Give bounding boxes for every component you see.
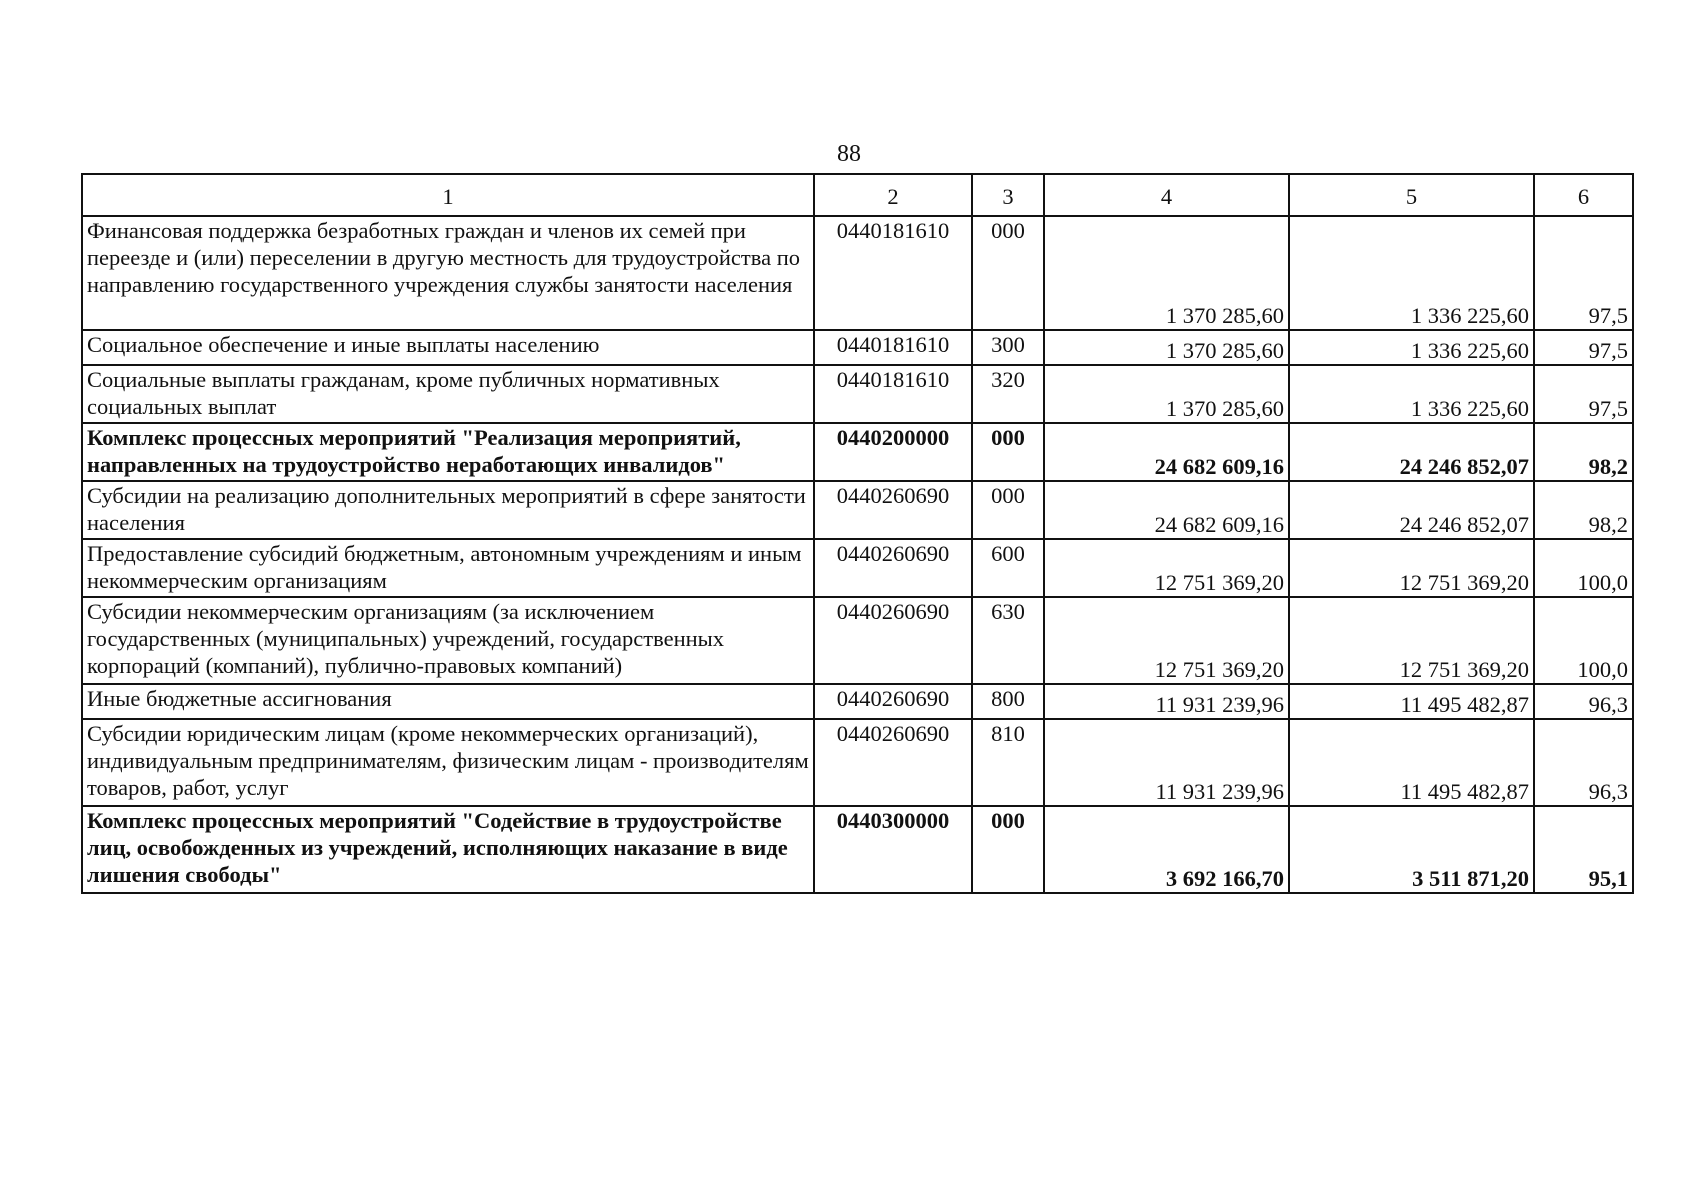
column-header: 5 [1289, 174, 1534, 216]
row-name: Субсидии на реализацию дополнительных мероприятий в сфере занятости населения [82, 481, 814, 539]
column-header: 2 [814, 174, 972, 216]
column-header: 4 [1044, 174, 1289, 216]
row-fact: 12 751 369,20 [1289, 539, 1534, 597]
row-plan: 12 751 369,20 [1044, 539, 1289, 597]
row-fact: 1 336 225,60 [1289, 216, 1534, 330]
row-kind: 630 [972, 597, 1044, 684]
row-kind: 810 [972, 719, 1044, 806]
table-body [82, 174, 1633, 893]
row-code: 0440181610 [814, 216, 972, 330]
table-row [82, 481, 1633, 539]
row-name: Финансовая поддержка безработных граждан и членов их семей при переезде и (или) переселении в другую местность для трудоустройства по направлению государственного учреждения службы занятости населения [82, 216, 814, 330]
row-name: Субсидии некоммерческим организациям (за исключением государственных (муниципальных) учреждений, государственных корпораций (компаний), публично-правовых компаний) [82, 597, 814, 684]
row-fact: 3 511 871,20 [1289, 806, 1534, 893]
row-fact: 1 336 225,60 [1289, 365, 1534, 423]
row-code: 0440260690 [814, 684, 972, 719]
row-percent: 100,0 [1534, 539, 1633, 597]
row-code: 0440300000 [814, 806, 972, 893]
row-percent: 97,5 [1534, 365, 1633, 423]
row-name: Комплекс процессных мероприятий "Содействие в трудоустройстве лиц, освобожденных из учреждений, исполняющих наказание в виде лишения свободы" [82, 806, 814, 893]
table-row-bold [82, 423, 1633, 481]
table-row [82, 539, 1633, 597]
row-code: 0440260690 [814, 719, 972, 806]
row-code: 0440260690 [814, 539, 972, 597]
table-row [82, 597, 1633, 684]
table-row [82, 684, 1633, 719]
column-header: 1 [82, 174, 814, 216]
row-plan: 11 931 239,96 [1044, 719, 1289, 806]
row-percent: 96,3 [1534, 719, 1633, 806]
row-code: 0440200000 [814, 423, 972, 481]
row-plan: 1 370 285,60 [1044, 216, 1289, 330]
row-kind: 800 [972, 684, 1044, 719]
column-header: 6 [1534, 174, 1633, 216]
table-row [82, 330, 1633, 365]
row-fact: 11 495 482,87 [1289, 719, 1534, 806]
row-code: 0440260690 [814, 481, 972, 539]
row-plan: 24 682 609,16 [1044, 481, 1289, 539]
row-code: 0440181610 [814, 330, 972, 365]
row-percent: 97,5 [1534, 330, 1633, 365]
row-percent: 95,1 [1534, 806, 1633, 893]
row-kind: 320 [972, 365, 1044, 423]
row-percent: 96,3 [1534, 684, 1633, 719]
row-code: 0440260690 [814, 597, 972, 684]
budget-table [81, 173, 1634, 894]
row-name: Социальное обеспечение и иные выплаты населению [82, 330, 814, 365]
row-plan: 11 931 239,96 [1044, 684, 1289, 719]
row-percent: 100,0 [1534, 597, 1633, 684]
row-kind: 000 [972, 216, 1044, 330]
table-row [82, 719, 1633, 806]
row-plan: 24 682 609,16 [1044, 423, 1289, 481]
table-header-row [82, 174, 1633, 216]
row-kind: 000 [972, 806, 1044, 893]
row-percent: 98,2 [1534, 423, 1633, 481]
row-kind: 000 [972, 481, 1044, 539]
column-header: 3 [972, 174, 1044, 216]
row-plan: 3 692 166,70 [1044, 806, 1289, 893]
row-kind: 300 [972, 330, 1044, 365]
row-percent: 97,5 [1534, 216, 1633, 330]
row-name: Предоставление субсидий бюджетным, автономным учреждениям и иным некоммерческим организациям [82, 539, 814, 597]
row-code: 0440181610 [814, 365, 972, 423]
page-number: 88 [837, 141, 861, 167]
table-row [82, 216, 1633, 330]
row-percent: 98,2 [1534, 481, 1633, 539]
table-row [82, 365, 1633, 423]
row-fact: 24 246 852,07 [1289, 481, 1534, 539]
row-name: Субсидии юридическим лицам (кроме некоммерческих организаций), индивидуальным предпринимателям, физическим лицам - производителям товаров, работ, услуг [82, 719, 814, 806]
row-fact: 1 336 225,60 [1289, 330, 1534, 365]
row-plan: 1 370 285,60 [1044, 365, 1289, 423]
table-row-bold [82, 806, 1633, 893]
row-fact: 12 751 369,20 [1289, 597, 1534, 684]
row-kind: 000 [972, 423, 1044, 481]
row-name: Социальные выплаты гражданам, кроме публичных нормативных социальных выплат [82, 365, 814, 423]
row-fact: 11 495 482,87 [1289, 684, 1534, 719]
row-kind: 600 [972, 539, 1044, 597]
row-plan: 12 751 369,20 [1044, 597, 1289, 684]
row-fact: 24 246 852,07 [1289, 423, 1534, 481]
row-name: Иные бюджетные ассигнования [82, 684, 814, 719]
row-name: Комплекс процессных мероприятий "Реализация мероприятий, направленных на трудоустройство неработающих инвалидов" [82, 423, 814, 481]
row-plan: 1 370 285,60 [1044, 330, 1289, 365]
